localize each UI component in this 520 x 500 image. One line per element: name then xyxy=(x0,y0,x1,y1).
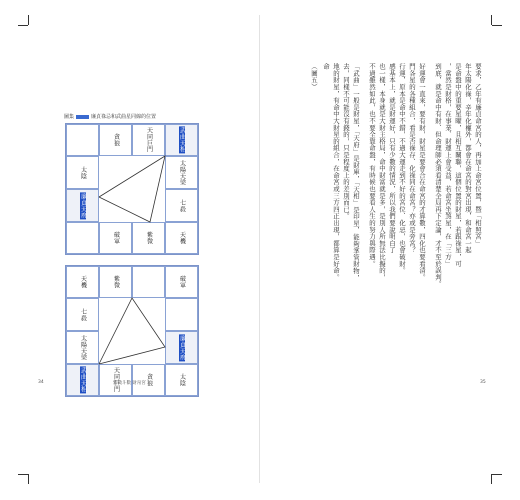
text-column: 要求，乙年有廉貞命宮的人，再加上命宮位置，暨「相照宮」 xyxy=(474,63,482,247)
text-column: 好運會一直來，要有財，財星是要會合在命宮的才算數，四化也要看清。 xyxy=(418,63,426,281)
text-column: 「武曲」一般是財星，「天府」是財庫，「天相」是印星，能夠掌管財物， xyxy=(352,63,360,281)
caption-prefix: 圖集 xyxy=(64,114,75,120)
page-number: 34 xyxy=(38,380,44,385)
caption-highlight-swatch xyxy=(76,115,89,119)
text-column: 年太陽化祿，辛年化權外，都會在命宮的對宮出現，和命宮一起 xyxy=(464,63,472,254)
text-column: 是命盤中的重要星曜，且相互關聯，這個位置的財星，若跟祿星，可 xyxy=(454,63,462,267)
text-column: 到底，就是命中有財、但命理師必須看清楚全局再下定論，才不至於誤判。 xyxy=(434,63,442,288)
palace-label: 太陰 xyxy=(178,373,186,387)
palace-label: 廉貞天府 xyxy=(178,334,186,361)
palace-label: 廉貞天府 xyxy=(79,192,87,219)
palace-label: 武曲天相 xyxy=(79,367,87,393)
palace-label: 武曲天相 xyxy=(178,127,186,153)
crop-mark xyxy=(28,15,29,25)
crop-mark xyxy=(491,15,492,25)
palace-label: 破軍 xyxy=(112,231,120,245)
palace-label: 太陽天梁 xyxy=(178,159,186,186)
text-column: 去，同樣不可能沒有錢的，只是程度上的差別而已。 xyxy=(342,63,350,220)
folio-right xyxy=(480,380,486,385)
figure-caption xyxy=(64,113,156,120)
crop-mark xyxy=(491,474,492,484)
text-column: 地的財星，有命中大財星的組合，在命宮或三方四正出現，都算是好命。 xyxy=(332,63,340,281)
palace-label: 貪狼 xyxy=(112,133,120,147)
crop-mark xyxy=(18,25,28,26)
palace-label: 天同巨門 xyxy=(112,367,120,393)
palace-label: 貪狼 xyxy=(145,373,153,387)
palace-label: 破軍 xyxy=(178,275,186,289)
palace-label: 天機 xyxy=(178,231,186,245)
crop-mark xyxy=(492,474,502,475)
page-number: 35 xyxy=(480,380,486,385)
crop-mark xyxy=(18,474,28,475)
ziwei-chart-bottom xyxy=(65,265,199,397)
crop-mark xyxy=(28,474,29,484)
running-title xyxy=(113,380,146,386)
palace-label: 天同巨門 xyxy=(145,127,153,153)
crop-mark xyxy=(492,25,502,26)
caption-text: 廉貞祿忌和武曲星同線的位置 xyxy=(91,114,157,120)
palace-label: 紫微 xyxy=(112,275,120,289)
palace-label: 天機 xyxy=(79,275,87,289)
text-column: ，當然是財格，在事業、財運上會受益，若命宮坐煞星，在「三方」 xyxy=(444,63,452,267)
text-column: 也一樣，本身就是大財主格局，命中財富就是多，是別人所無法比擬的， xyxy=(378,63,386,281)
text-column: 命 xyxy=(322,63,330,70)
ziwei-chart-top xyxy=(65,123,199,255)
triangle-lines xyxy=(66,266,198,396)
text-column: 感基本上，就是財運好，只有少數的情況，所以我們要說明白了 xyxy=(388,63,396,254)
book-title: 紫微斗數 財帛宮 xyxy=(113,381,146,386)
palace-label: 七殺 xyxy=(79,308,87,321)
text-column: 行運，原本是命中不錯，不過大運走到不好的宮位、化忌，也會破財。 xyxy=(398,63,406,274)
text-column: 門各星的各種組合，看是否祿存、化祿同在命宮？亦或是旁宮？ xyxy=(408,63,416,254)
page-gutter xyxy=(259,15,260,483)
palace-label: 七殺 xyxy=(178,199,186,212)
folio-left xyxy=(38,380,44,385)
figure-note: （圖五） xyxy=(310,63,318,91)
palace-label: 太陽天梁 xyxy=(79,334,87,361)
triangle-lines xyxy=(66,124,198,254)
text-column: 不過雖然如此，也不要全靠命盤，有時候也要看人生的努力與際遇。 xyxy=(368,63,376,267)
palace-label: 紫微 xyxy=(145,231,153,245)
palace-label: 太陰 xyxy=(79,166,87,179)
